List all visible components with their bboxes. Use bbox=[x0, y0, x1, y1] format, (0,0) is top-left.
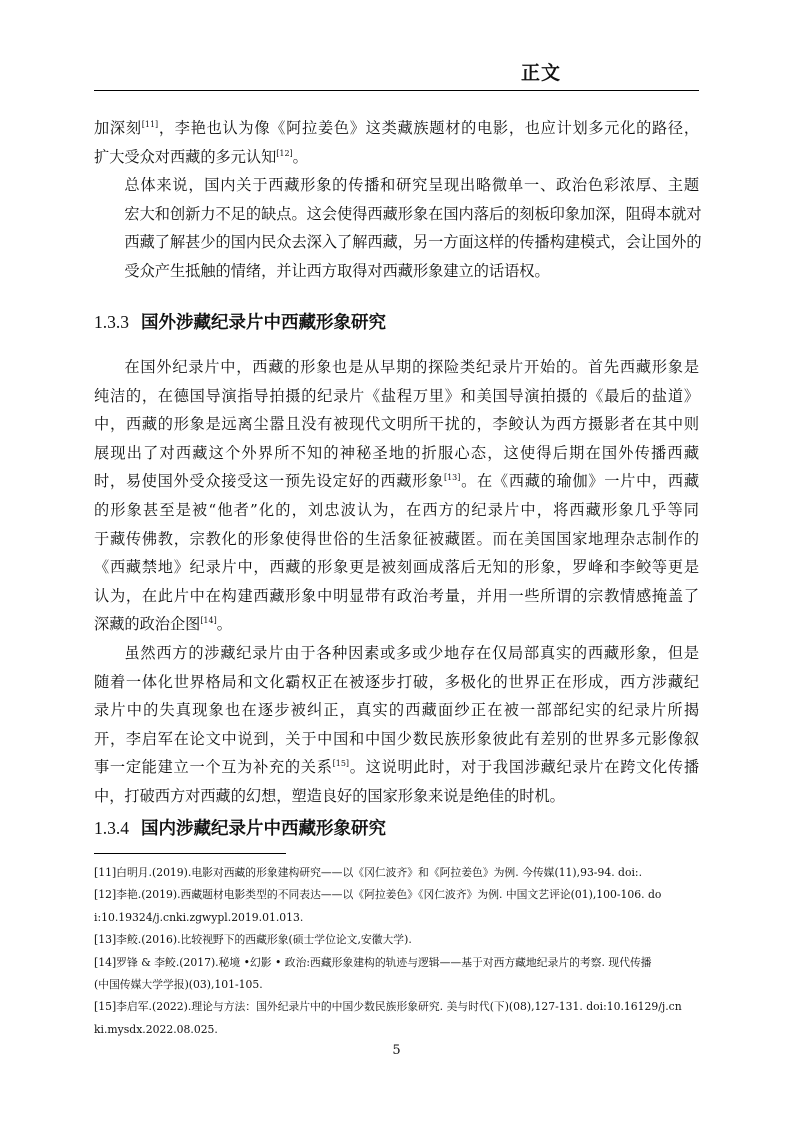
text-line: 录片中的失真现象也在逐步被纠正，真实的西藏面纱正在被一部部纪实的纪录片所揭 bbox=[94, 701, 699, 720]
section-title: 国内涉藏纪录片中西藏形象研究 bbox=[141, 819, 386, 839]
header-rule bbox=[94, 90, 699, 91]
section-number: 1.3.3 bbox=[94, 312, 129, 332]
intro-text bbox=[94, 114, 702, 286]
footnote: [13]李鲛.(2016).比较视野下的西藏形象(硕士学位论文,安徽大学). bbox=[94, 933, 412, 947]
section-heading-1-3-3 bbox=[94, 309, 386, 334]
footnotes bbox=[94, 862, 699, 1041]
footnote: [11]白明月.(2019).电影对西藏的形象建构研究——以《冈仁波齐》和《阿拉姜色》为例. 今传媒(11),93-94. doi:. bbox=[94, 866, 642, 879]
text-line: 中，西藏的形象是远离尘嚣且没有被现代文明所干扰的，李鲛认为西方摄影者在其中则 bbox=[94, 415, 699, 434]
text-line: 时，易使国外受众接受这一预先设定好的西藏形象[13]。在《西藏的瑜伽》一片中，西藏 bbox=[94, 472, 700, 491]
footnote: [12]李艳.(2019).西藏题材电影类型的不同表达——以《阿拉姜色》《冈仁波齐》为例. 中国文艺评论(01),100-106. do bbox=[94, 888, 662, 902]
section-1-3-3-body bbox=[94, 353, 699, 811]
footnote: [14]罗锋 & 李鲛.(2017).秘境 •幻影 • 政治:西藏形象建构的轨迹与逻辑——基于对西方藏地纪录片的考察. 现代传播 bbox=[94, 955, 652, 969]
text-line: 受众产生抵触的情绪，并让西方取得对西藏形象建立的话语权。 bbox=[124, 261, 550, 280]
text-line: 开，李启军在论文中说到，关于中国和中国少数民族形象彼此有差别的世界多元影像叙 bbox=[94, 729, 699, 748]
footnote-rule bbox=[94, 853, 286, 854]
paragraph bbox=[94, 353, 699, 639]
section-title: 国外涉藏纪录片中西藏形象研究 bbox=[141, 313, 386, 333]
paragraph bbox=[94, 639, 699, 811]
footnote: [15]李启军.(2022).理论与方法：国外纪录片中的中国少数民族形象研究. 美与时代(下)(08),127-131. doi:10.16129/j.cn bbox=[94, 1000, 682, 1014]
citation-superscript: [11] bbox=[141, 119, 159, 129]
footnote-continuation: ki.mysdx.2022.08.025. bbox=[94, 1022, 218, 1036]
section-heading-1-3-4 bbox=[94, 815, 386, 840]
citation-superscript: [15] bbox=[332, 759, 350, 769]
text-line: 扩大受众对西藏的多元认知[12]。 bbox=[94, 147, 308, 166]
text-line: 西藏了解甚少的国内民众去深入了解西藏，另一方面这样的传播构建模式，会让国外的 bbox=[124, 233, 702, 252]
text-line: 纯洁的，在德国导演指导拍摄的纪录片《盐程万里》和美国导演拍摄的《最后的盐道》 bbox=[94, 386, 699, 405]
text-line: 中，打破西方对西藏的幻想，塑造良好的国家形象来说是绝佳的时机。 bbox=[94, 786, 565, 805]
text-line: 的形象甚至是被“他者”化的，刘忠波认为，在西方的纪录片中，将西藏形象几乎等同 bbox=[94, 500, 699, 519]
text-line: 随着一体化世界格局和文化霸权正在被逐步打破，多极化的世界正在形成，西方涉藏纪 bbox=[94, 672, 699, 691]
citation-superscript: [12] bbox=[276, 148, 293, 158]
citation-superscript: [13] bbox=[443, 473, 461, 483]
page-header-title: 正文 bbox=[521, 62, 562, 84]
text-line: 总体来说，国内关于西藏形象的传播和研究呈现出略微单一、政治色彩浓厚、主题 bbox=[124, 176, 699, 195]
paragraph bbox=[94, 171, 702, 285]
text-line: 《西藏禁地》纪录片中，西藏的形象更是被刻画成落后无知的形象，罗峰和李鲛等更是 bbox=[94, 558, 699, 577]
footnote-continuation: i:10.19324/j.cnki.zgwypl.2019.01.013. bbox=[94, 910, 304, 924]
text-line: 在国外纪录片中，西藏的形象也是从早期的探险类纪录片开始的。首先西藏形象是 bbox=[124, 358, 699, 376]
text-line: 认为，在此片中在构建西藏形象中明显带有政治考量，并用一些所谓的宗教情感掩盖了 bbox=[94, 586, 699, 605]
citation-superscript: [14] bbox=[200, 616, 217, 626]
text-line: 宏大和创新力不足的缺点。这会使得西藏形象在国内落后的刻板印象加深，阻碍本就对 bbox=[124, 204, 702, 223]
text-line: 展现出了对西藏这个外界所不知的神秘圣地的折服心态，这使得后期在国外传播西藏 bbox=[94, 443, 699, 462]
page-number: 5 bbox=[392, 1043, 401, 1058]
text-line: 虽然西方的涉藏纪录片由于各种因素或多或少地存在仅局部真实的西藏形象，但是 bbox=[124, 643, 699, 662]
text-line: 于藏传佛教，宗教化的形象使得世俗的生活象征被藏匿。而在美国国家地理杂志制作的 bbox=[94, 529, 699, 548]
text-line: 事一定能建立一个互为补充的关系[15]。这说明此时，对于我国涉藏纪录片在跨文化传播 bbox=[94, 758, 700, 777]
paragraph-continued bbox=[94, 114, 699, 171]
text-line: 深藏的政治企图[14]。 bbox=[94, 615, 232, 634]
footnote-continuation: (中国传媒大学学报)(03),101-105. bbox=[94, 978, 263, 992]
text-line: 加深刻[11]，李艳也认为像《阿拉姜色》这类藏族题材的电影，也应计划多元化的路径， bbox=[94, 119, 700, 137]
section-number: 1.3.4 bbox=[94, 818, 129, 838]
